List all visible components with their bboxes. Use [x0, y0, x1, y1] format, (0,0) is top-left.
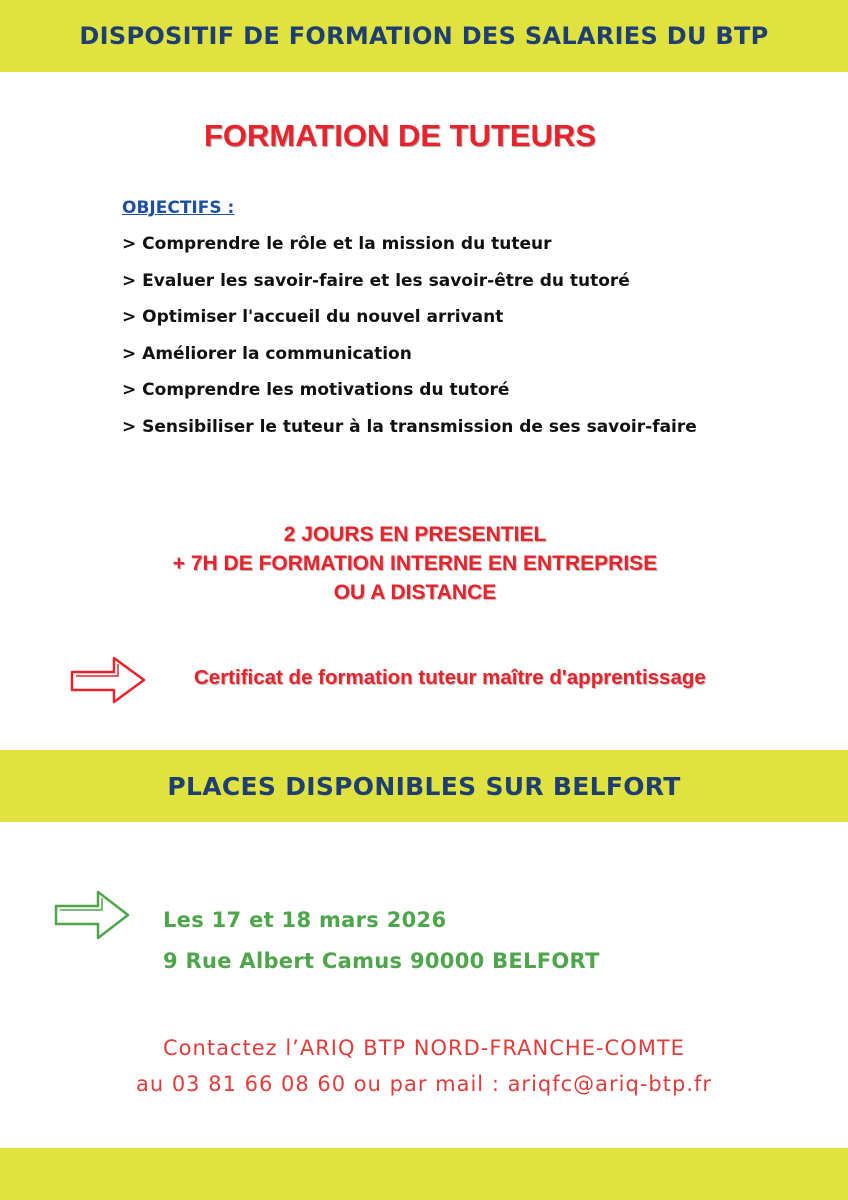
objective-item: > Evaluer les savoir-faire et les savoir-être du tutoré — [122, 270, 630, 291]
duration-line: + 7H DE FORMATION INTERNE EN ENTREPRISE — [172, 552, 658, 575]
objective-item: > Optimiser l'accueil du nouvel arrivant — [122, 307, 504, 327]
objective-item: > Comprendre les motivations du tutoré — [122, 380, 510, 400]
arrow-right-icon — [52, 886, 132, 944]
session-dates: Les 17 et 18 mars 2026 — [163, 908, 447, 932]
header-band — [0, 0, 848, 72]
footer-band — [0, 1148, 848, 1200]
objective-item: > Comprendre le rôle et la mission du tuteur — [122, 234, 552, 254]
objective-item: > Sensibiliser le tuteur à la transmission de ses savoir-faire — [122, 416, 697, 437]
header-title: DISPOSITIF DE FORMATION DES SALARIES DU BTP — [79, 22, 769, 50]
places-title: PLACES DISPONIBLES SUR BELFORT — [167, 771, 681, 801]
certificate-text: Certificat de formation tuteur maître d'apprentissage — [194, 666, 706, 689]
main-title: FORMATION DE TUTEURS — [203, 118, 597, 153]
session-address: 9 Rue Albert Camus 90000 BELFORT — [163, 949, 600, 973]
places-band — [0, 750, 848, 822]
session-info — [163, 900, 600, 982]
objectives-section — [122, 198, 802, 445]
duration-line: 2 JOURS EN PRESENTIEL — [283, 523, 547, 546]
contact-block — [0, 1030, 848, 1102]
contact-line: Contactez l’ARIQ BTP NORD-FRANCHE-COMTE — [163, 1036, 685, 1060]
arrow-right-icon — [68, 652, 148, 708]
duration-line: OU A DISTANCE — [333, 581, 497, 604]
objective-item: > Améliorer la communication — [122, 343, 412, 364]
contact-line: au 03 81 66 08 60 ou par mail : ariqfc@ariq-btp.fr — [135, 1072, 713, 1096]
duration-block — [0, 520, 830, 607]
objectives-heading: OBJECTIFS : — [122, 198, 235, 218]
